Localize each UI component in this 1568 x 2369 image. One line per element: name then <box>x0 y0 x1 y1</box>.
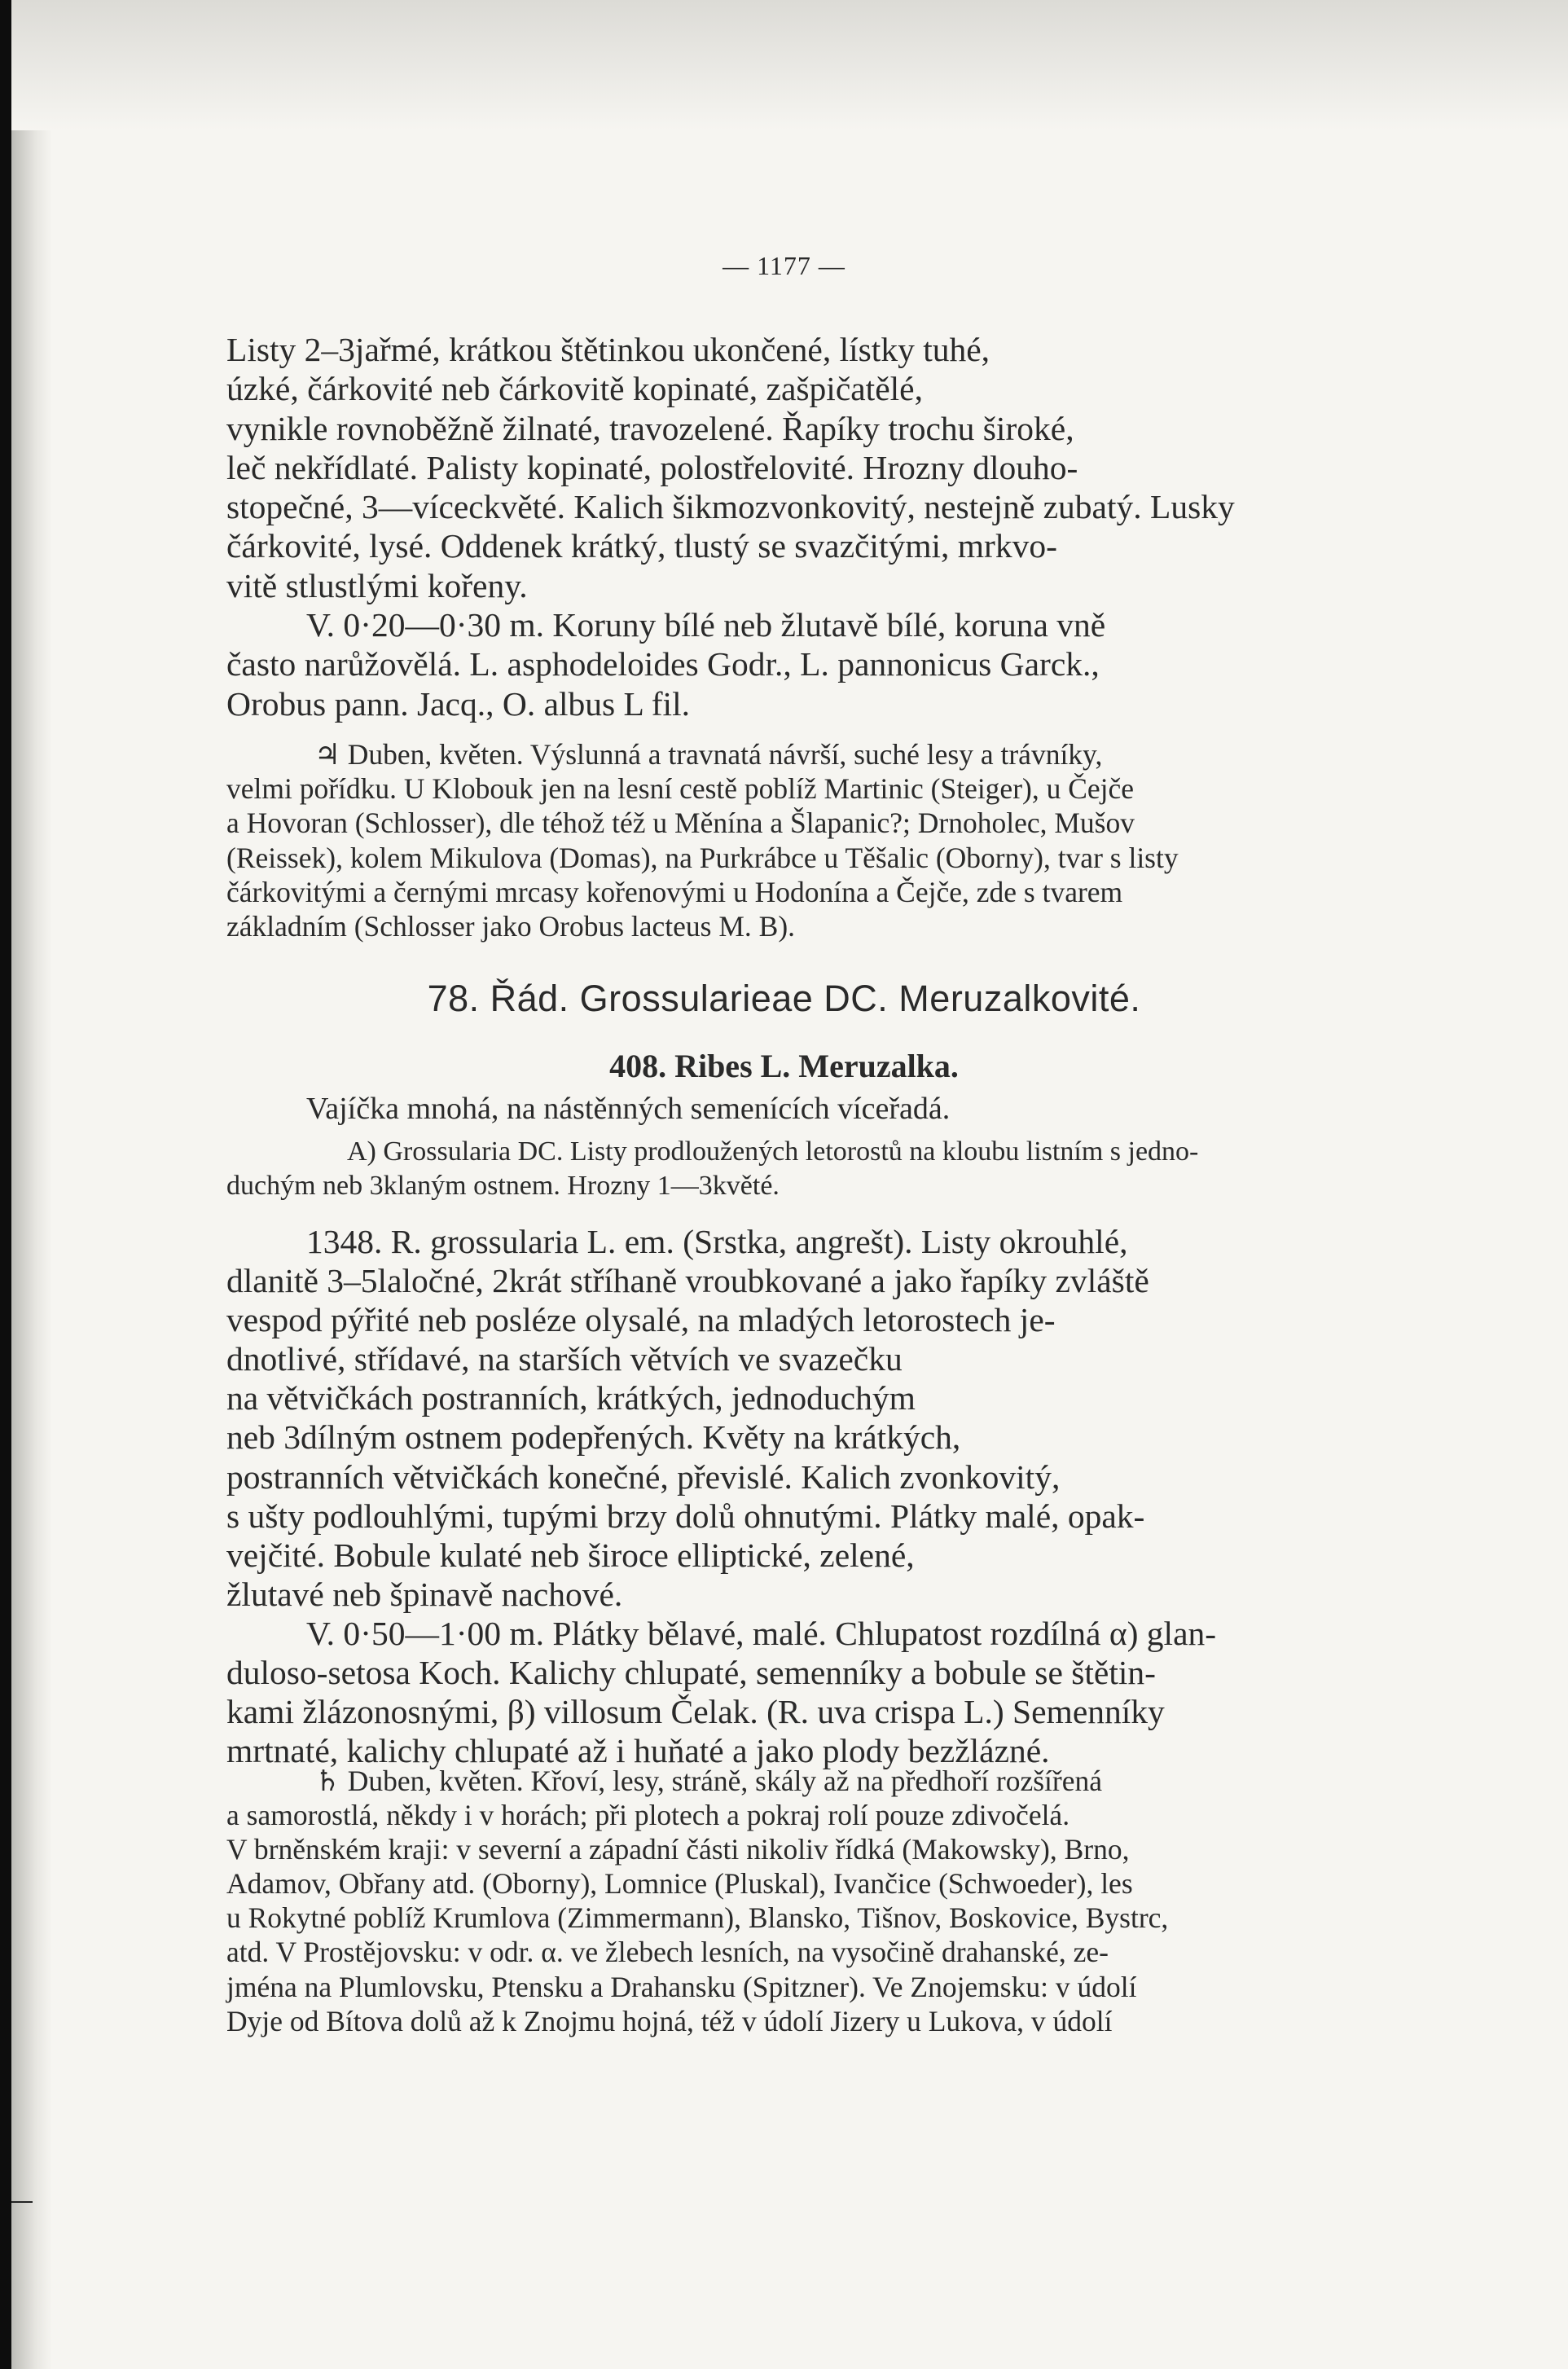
text-line: vespod pýřité neb posléze olysalé, na mladých letorostech je- <box>226 1301 1056 1339</box>
text-line: Dyje od Bítova dolů až k Znojmu hojná, též v údolí Jizery u Lukova, v údolí <box>226 2004 1113 2037</box>
text-line: čárkovité, lysé. Oddenek krátký, tlustý se svazčitými, mrkvo- <box>226 527 1057 565</box>
text-line: Adamov, Obřany atd. (Oborny), Lomnice (Pluskal), Ivančice (Schwoeder), les <box>226 1867 1133 1901</box>
text-line: ♃ Duben, květen. Výslunná a travnatá návrší, suché lesy a trávníky, <box>314 738 1103 771</box>
text-line: V. 0·20—0·30 m. Koruny bílé neb žlutavě bílé, koruna vně <box>306 606 1106 644</box>
text-line: dlanitě 3–5laločné, 2krát stříhaně vroubkované a jako řapíky zvláště <box>226 1262 1149 1300</box>
text-line: duloso-setosa Koch. Kalichy chlupaté, semenníky a bobule se štětin- <box>226 1654 1156 1692</box>
text-line: (Reissek), kolem Mikulova (Domas), na Purkrábce u Těšalic (Oborny), tvar s listy <box>226 841 1179 874</box>
text-line: vitě stlustlými kořeny. <box>226 566 528 604</box>
binding-mark <box>11 2201 33 2203</box>
text-line: mrtnaté, kalichy chlupaté až i huňaté a jako plody bezžlázné. <box>226 1732 1050 1770</box>
text-line: často narůžovělá. L. asphodeloides Godr., L. pannonicus Garck., <box>226 645 1100 683</box>
text-line: žlutavé neb špinavě nachové. <box>226 1575 623 1613</box>
text-line: duchým neb 3klaným ostnem. Hrozny 1—3květé. <box>226 1171 780 1201</box>
text-line: a samorostlá, někdy i v horách; při plotech a pokraj rolí pouze zdivočelá. <box>226 1799 1070 1832</box>
distribution-block-1 <box>226 737 1285 943</box>
page-gutter-shadow <box>11 0 52 2369</box>
text-line: dnotlivé, střídavé, na starších větvích ve svazečku <box>226 1340 903 1378</box>
text-line: V. 0·50—1·00 m. Plátky bělavé, malé. Chlupatost rozdílná α) glan- <box>306 1614 1217 1652</box>
text-line: postranních větvičkách konečné, převislé. Kalich zvonkovitý, <box>226 1457 1061 1496</box>
page-number: — 1177 — <box>723 251 845 280</box>
text-line: vynikle rovnoběžně žilnaté, travozelené. Řapíky trochu široké, <box>226 409 1074 447</box>
genus-description <box>226 1090 1285 1127</box>
text-line: základním (Schlosser jako Orobus lacteus M. B). <box>226 910 796 943</box>
page-top-shadow <box>11 0 1568 130</box>
species-paragraph <box>226 1222 1285 1770</box>
text-line: velmi pořídku. U Klobouk jen na lesní cestě poblíž Martinic (Steiger), u Čejče <box>226 772 1135 806</box>
order-heading: 78. Řád. Grossularieae DC. Meruzalkovité. <box>427 978 1141 1019</box>
text-line: čárkovitými a černými mrcasy kořenovými u Hodonína a Čejče, zde s tvarem <box>226 875 1123 908</box>
text-line: 1348. R. grossularia L. em. (Srstka, angrešt). Listy okrouhlé, <box>306 1223 1128 1260</box>
main-paragraph <box>226 330 1285 723</box>
text-line: stopečné, 3—víceckvěté. Kalich šikmozvonkovitý, nestejně zubatý. Lusky <box>226 488 1235 526</box>
text-line: V brněnském kraji: v severní a západní části nikoliv řídká (Makowsky), Brno, <box>226 1833 1130 1866</box>
text-line: neb 3dílným ostnem podepřených. Květy na krátkých, <box>226 1418 961 1457</box>
text-line: Vajíčka mnohá, na nástěnných semenících víceřadá. <box>306 1092 951 1126</box>
text-line: na větvičkách postranních, krátkých, jednoduchým <box>226 1379 916 1417</box>
distribution-block-2 <box>226 1764 1285 2038</box>
text-line: atd. V Prostějovsku: v odr. α. ve žlebech lesních, na vysočině drahanské, ze- <box>226 1936 1109 1969</box>
genus-heading <box>0 1047 1568 1085</box>
text-line: leč nekřídlaté. Palisty kopinaté, polostřelovité. Hrozny dlouho- <box>226 448 1078 486</box>
text-line: Orobus pann. Jacq., O. albus L fil. <box>226 684 690 723</box>
section-description <box>226 1135 1285 1203</box>
text-line: Listy 2–3jařmé, krátkou štětinkou ukončené, lístky tuhé, <box>226 331 990 368</box>
text-line: ♄ Duben, květen. Křoví, lesy, stráně, skály až na předhoří rozšířená <box>314 1765 1102 1797</box>
genus-heading-text: 408. Ribes L. Meruzalka. <box>609 1048 959 1084</box>
scan-binding-edge <box>0 0 11 2369</box>
text-line: vejčité. Bobule kulaté neb široce elliptické, zelené, <box>226 1536 915 1574</box>
text-line: jména na Plumlovsku, Ptensku a Drahansku (Spitzner). Ve Znojemsku: v údolí <box>226 1970 1137 2003</box>
text-line: A) Grossularia DC. Listy prodloužených letorostů na kloubu listním s jedno- <box>347 1136 1199 1167</box>
text-line: u Rokytné poblíž Krumlova (Zimmermann), Blansko, Tišnov, Boskovice, Bystrc, <box>226 1901 1169 1935</box>
text-line: a Hovoran (Schlosser), dle téhož též u Měnína a Šlapanic?; Drnoholec, Mušov <box>226 807 1135 840</box>
text-line: s ušty podlouhlými, tupými brzy dolů ohnutými. Plátky malé, opak- <box>226 1497 1145 1535</box>
text-line: kami žlázonosnými, β) villosum Čelak. (R. uva crispa L.) Semenníky <box>226 1693 1165 1731</box>
text-line: úzké, čárkovité neb čárkovitě kopinaté, zašpičatělé, <box>226 370 923 408</box>
